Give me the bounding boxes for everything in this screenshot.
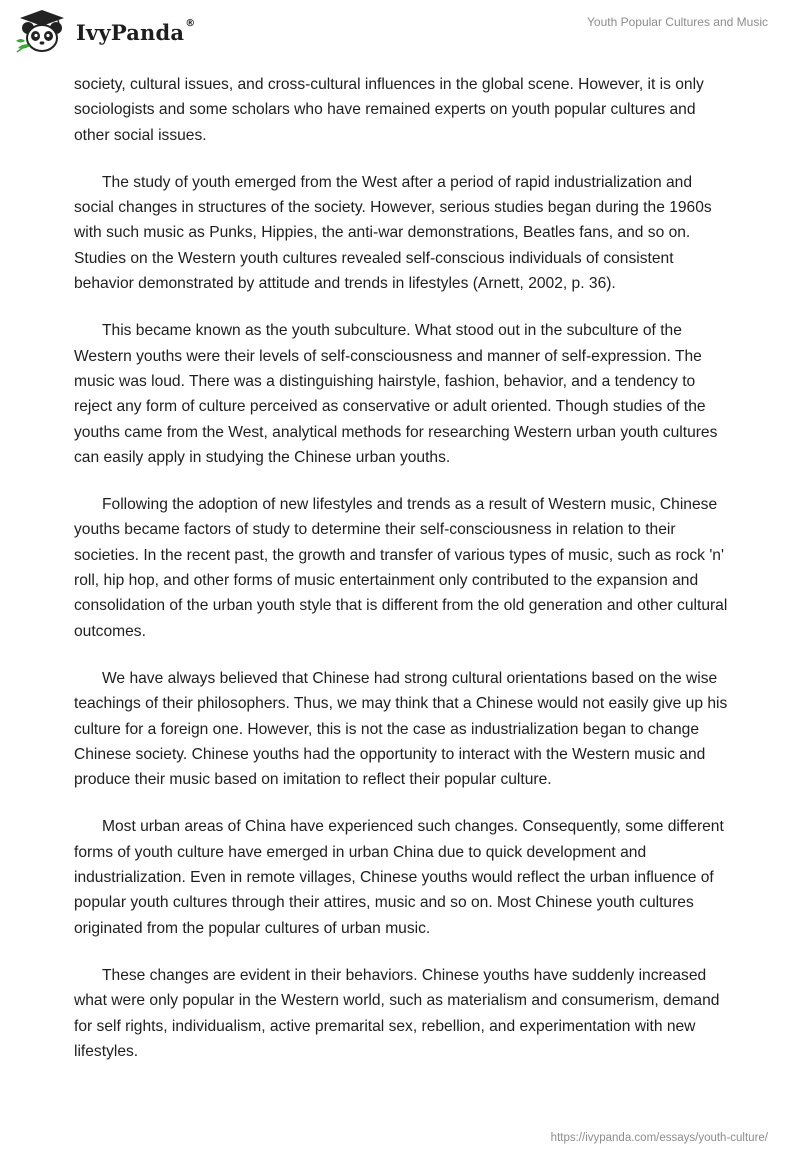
brand-name-text: IvyPanda bbox=[76, 19, 185, 45]
essay-body bbox=[74, 72, 728, 1086]
ivypanda-logo[interactable] bbox=[14, 8, 195, 56]
paragraph: This became known as the youth subculture. What stood out in the subculture of the Western youths were their levels of self-consciousness and manner of self-expression. The music was loud. There was a distinguishing hairstyle, fashion, behavior, and a tendency to reject any form of culture perceived as conservative or adult oriented. Though studies of the youths came from the West, analytical methods for researching Western urban youth cultures can easily apply in studying the Chinese urban youths. bbox=[74, 322, 718, 466]
running-title: Youth Popular Cultures and Music bbox=[587, 15, 768, 29]
panda-graduate-icon bbox=[14, 8, 70, 56]
paragraph: Following the adoption of new lifestyles and trends as a result of Western music, Chinese youths became factors of study to determine their self-consciousness in relation to their societies. In the recent past, the growth and transfer of various types of music, such as rock 'n' roll, hip hop, and other forms of music entertainment only contributed to the expansion and consolidation of the urban youth style that is different from the old generation and other cultural outcomes. bbox=[74, 496, 728, 640]
paragraph: These changes are evident in their behaviors. Chinese youths have suddenly increased what were only popular in the Western world, such as materialism and consumerism, demand for self rights, individualism, active premarital sex, rebellion, and experimentation with new lifestyles. bbox=[74, 966, 720, 1060]
paragraph: society, cultural issues, and cross-cultural influences in the global scene. However, it is only sociologists and some scholars who have remained experts on youth popular cultures and other social issues. bbox=[74, 76, 704, 144]
paragraph: We have always believed that Chinese had strong cultural orientations based on the wise teachings of their philosophers. Thus, we may think that a Chinese would not easily give up his culture for a foreign one. However, this is not the case as industrialization began to change Chinese society. Chinese youths had the opportunity to interact with the Western music and produce their music based on imitation to reflect their popular culture. bbox=[74, 669, 728, 789]
paragraph: The study of youth emerged from the West after a period of rapid industrialization and social changes in structures of the society. However, serious studies began during the 1960s with such music as Punks, Hippies, the anti-war demonstrations, Beatles fans, and so on. Studies on the Western youth cultures revealed self-conscious individuals of consistent behavior demonstrated by attitude and trends in lifestyles (Arnett, 2002, p. 36). bbox=[74, 173, 712, 293]
source-url[interactable]: https://ivypanda.com/essays/youth-culture/ bbox=[550, 1132, 768, 1144]
paragraph: Most urban areas of China have experienced such changes. Consequently, some different forms of youth culture have emerged in urban China due to quick development and industrialization. Even in remote villages, Chinese youths would reflect the urban influence of popular youth cultures through their attires, music and so on. Most Chinese youth cultures originated from the popular cultures of urban music. bbox=[74, 818, 724, 937]
page-header bbox=[0, 0, 800, 62]
brand-name bbox=[76, 17, 196, 45]
registered-mark: ® bbox=[185, 17, 196, 29]
